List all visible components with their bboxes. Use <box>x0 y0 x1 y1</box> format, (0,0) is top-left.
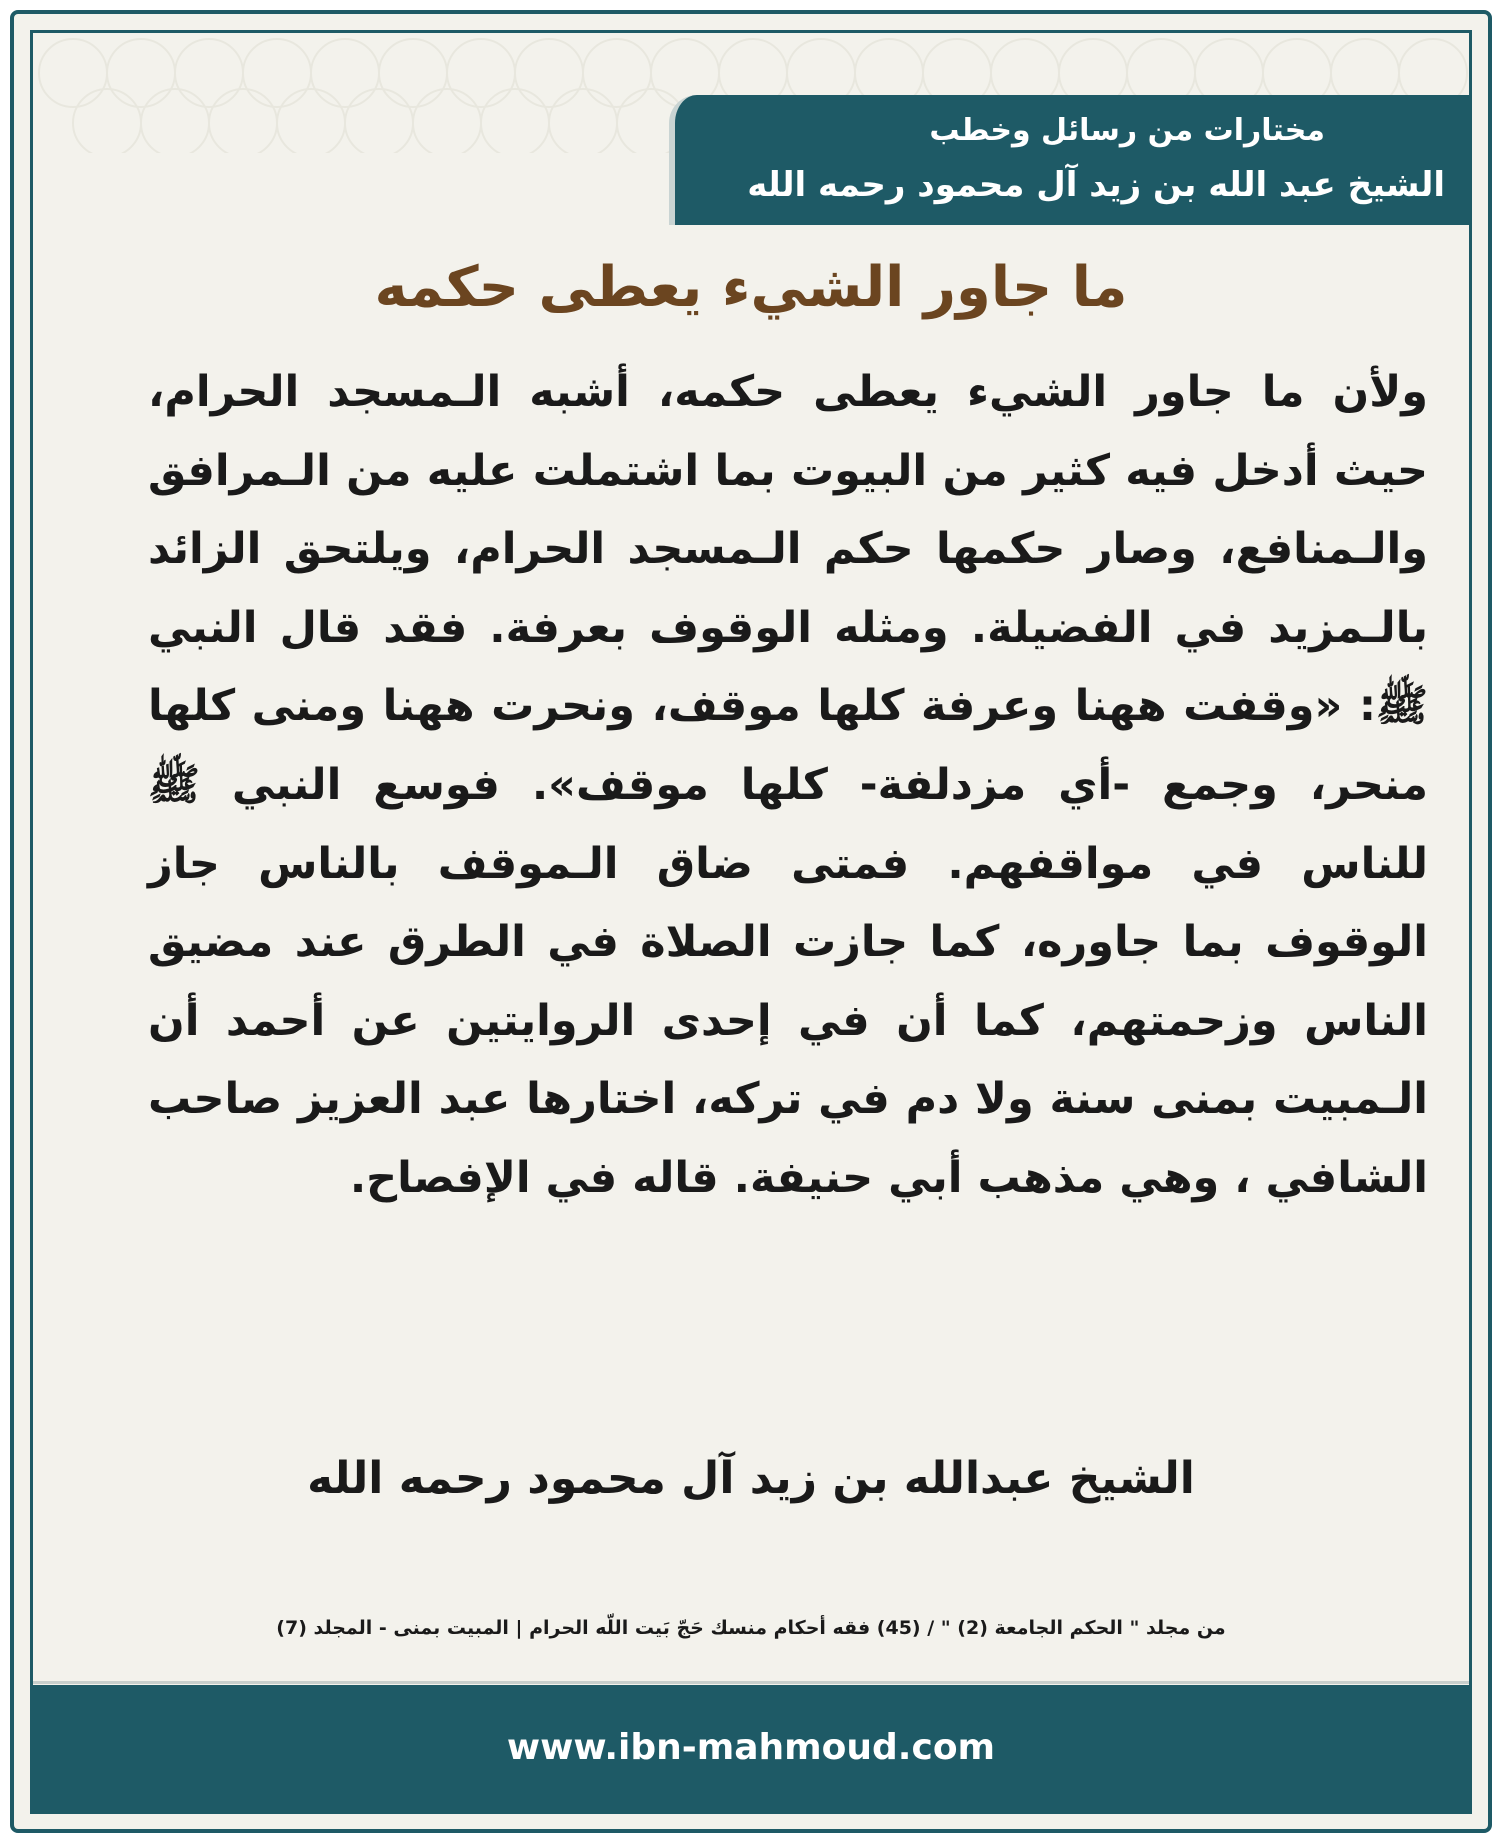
series-title: مختارات من رسائل وخطب <box>929 113 1325 148</box>
author-header: الشيخ عبد الله بن زيد آل محمود رحمه الله <box>747 165 1445 205</box>
divider <box>33 1681 1469 1684</box>
footer-band <box>33 1685 1469 1811</box>
content-panel <box>30 30 1472 1814</box>
series-header-badge <box>669 95 1469 225</box>
website-link[interactable]: www.ibn-mahmoud.com <box>506 1727 996 1768</box>
source-citation: من مجلد " الحكم الجامعة (2) " / (45) فقه أحكام منسك حَجّ بَيت اللّه الحرام | المبيت بمنى - المجلد (7) <box>276 1617 1226 1639</box>
article-body: ولأن ما جاور الشيء يعطى حكمه، أشبه الـمسجد الحرام، حيث أدخل فيه كثير من البيوت بما اشتملت عليه من الـمرافق والـمنافع، وصار حكمها حكم الـمسجد الحرام، ويلتحق الزائد بالـمزيد في الفضيلة. ومثله الوقوف بعرفة. فقد قال النبي ﷺ: «وقفت ههنا وعرفة كلها موقف، ونحرت ههنا ومنى كلها منحر، وجمع -أي مزدلفة- كلها موقف». فوسع النبي ﷺ للناس في مواقفهم. فمتى ضاق الـموقف بالناس جاز الوقوف بما جاوره، كما جازت الصلاة في الطرق عند مضيق الناس وزحمتهم، كما أن في إحدى الروايتين عن أحمد أن الـمبيت بمنى سنة ولا دم في تركه، اختارها عبد العزيز صاحب الشافي ، وهي مذهب أبي حنيفة. قاله في الإفصاح. <box>148 367 1428 1203</box>
author-signature: الشيخ عبدالله بن زيد آل محمود رحمه الله <box>307 1453 1195 1504</box>
article-title: ما جاور الشيء يعطى حكمه <box>374 255 1128 320</box>
